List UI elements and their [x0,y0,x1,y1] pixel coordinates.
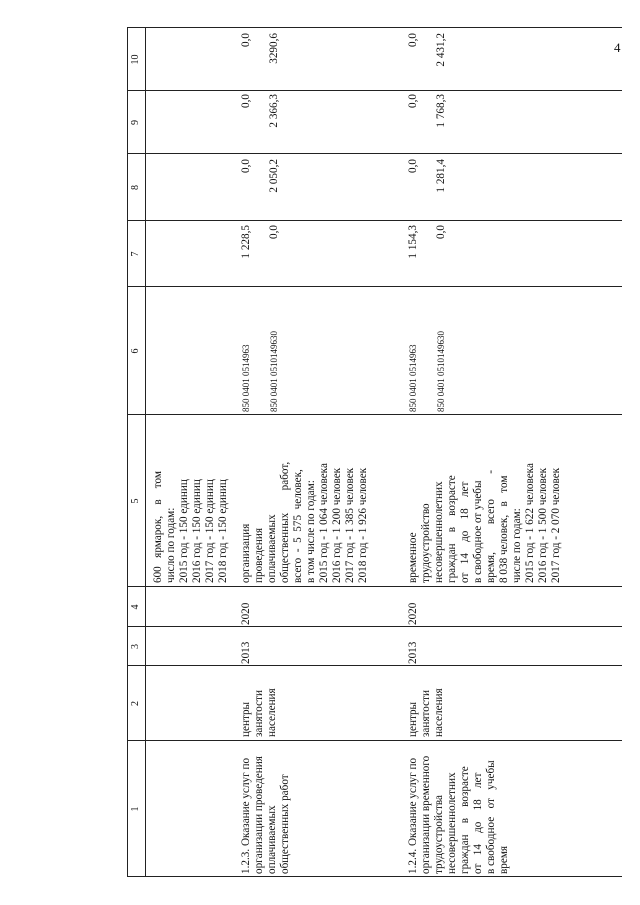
row-1-2-4-end-year: 2020 [407,602,419,625]
row-1-2-3-col8-b: 2 050,2 [268,159,280,193]
header-col-7: 7 [130,251,141,257]
header-col-10: 10 [130,54,141,65]
header-col-3: 3 [130,644,141,649]
col-border [127,626,622,627]
rotated-page [127,27,622,877]
row-1-2-4-kbk-b: 850 0401 0510149630 [436,331,446,412]
row-1-2-3-col7-b: 0,0 [268,225,280,239]
row-1-2-3-col9-b: 2 366,3 [268,94,280,128]
col-border [127,153,622,154]
col-border [127,876,622,877]
header-col-5: 5 [130,498,141,504]
row-1-2-3-end-year: 2020 [240,602,252,625]
row-1-2-3-col10-b: 3290,6 [268,33,280,64]
col-border [127,220,622,221]
col-border [127,665,622,666]
row-1-2-3-name: 1.2.3. Оказание услуг по организации проведения оплачиваемых общественных работ [240,756,291,874]
col-border [127,740,622,741]
header-col-4: 4 [130,604,141,610]
row-1-2-4-col8-b: 1 281,4 [435,159,447,193]
col-border [127,286,622,287]
row-1-2-4-col10-b: 2 431,2 [435,33,447,67]
row-1-2-4-executor: центры занятости населения [407,688,445,737]
row-1-2-3-executor: центры занятости населения [240,688,278,737]
col-border [127,90,622,91]
row-1-2-4-description: временное трудоустройство несовершеннолетних граждан в возрасте от 14 до 18 лет в свободное от учебы время, всего - 8 038 человек, в том числе по годам: 2015 год - 1 622 человека 2016 год - 1 500 человек 2017 год - 2 070 человек [407,463,562,583]
row-1-2-3-col10-a: 0,0 [240,33,252,47]
header-bottom-border [145,27,146,877]
row-1-2-4-col7-b: 0,0 [435,225,447,239]
col-border [127,27,622,28]
row-1-2-3-start-year: 2013 [240,641,252,664]
continuation-description: 600 ярмарок, в том число по годам: 2015 год - 150 единиц 2016 год - 150 единиц 2017 год - 150 единиц 2018 год - 150 единиц [152,471,229,583]
row-1-2-4-col9-b: 1 768,3 [435,94,447,128]
row-1-2-4-name: 1.2.4. Оказание услуг по организации временного трудоустройства несовершеннолетних граждан в возрасте от 14 до 18 лет в свободное от учебы время [407,755,510,874]
col-border [127,586,622,587]
row-1-2-4-start-year: 2013 [407,641,419,664]
header-col-8: 8 [130,185,141,190]
row-1-2-3-description: организация проведения оплачиваемых общественных работ, всего - 5 575 человек, в том числе по годам: 2015 год - 1 064 человека 2016 год - 1 200 человек 2017 год - 1 385 человек 2018 год - 1 926 человек [240,461,369,583]
page-number: 4 [614,40,621,55]
row-1-2-4-col9-a: 0,0 [407,94,419,108]
header-col-1: 1 [130,806,141,812]
row-1-2-4-kbk-a: 850 0401 0514963 [408,344,418,412]
row-1-2-4-col8-a: 0,0 [407,159,419,173]
row-1-2-3-col7-a: 1 228,5 [240,225,252,259]
row-1-2-3-col8-a: 0,0 [240,159,252,173]
header-col-9: 9 [130,120,141,125]
row-1-2-4-col7-a: 1 154,3 [407,225,419,259]
row-1-2-4-col10-a: 0,0 [407,33,419,47]
row-1-2-3-col9-a: 0,0 [240,94,252,108]
col-border [127,414,622,415]
row-1-2-3-kbk-b: 850 0401 0510149630 [269,331,279,412]
header-col-2: 2 [130,701,141,706]
row-1-2-3-kbk-a: 850 0401 0514963 [241,344,251,412]
header-col-6: 6 [130,348,141,354]
program-table [127,27,622,877]
